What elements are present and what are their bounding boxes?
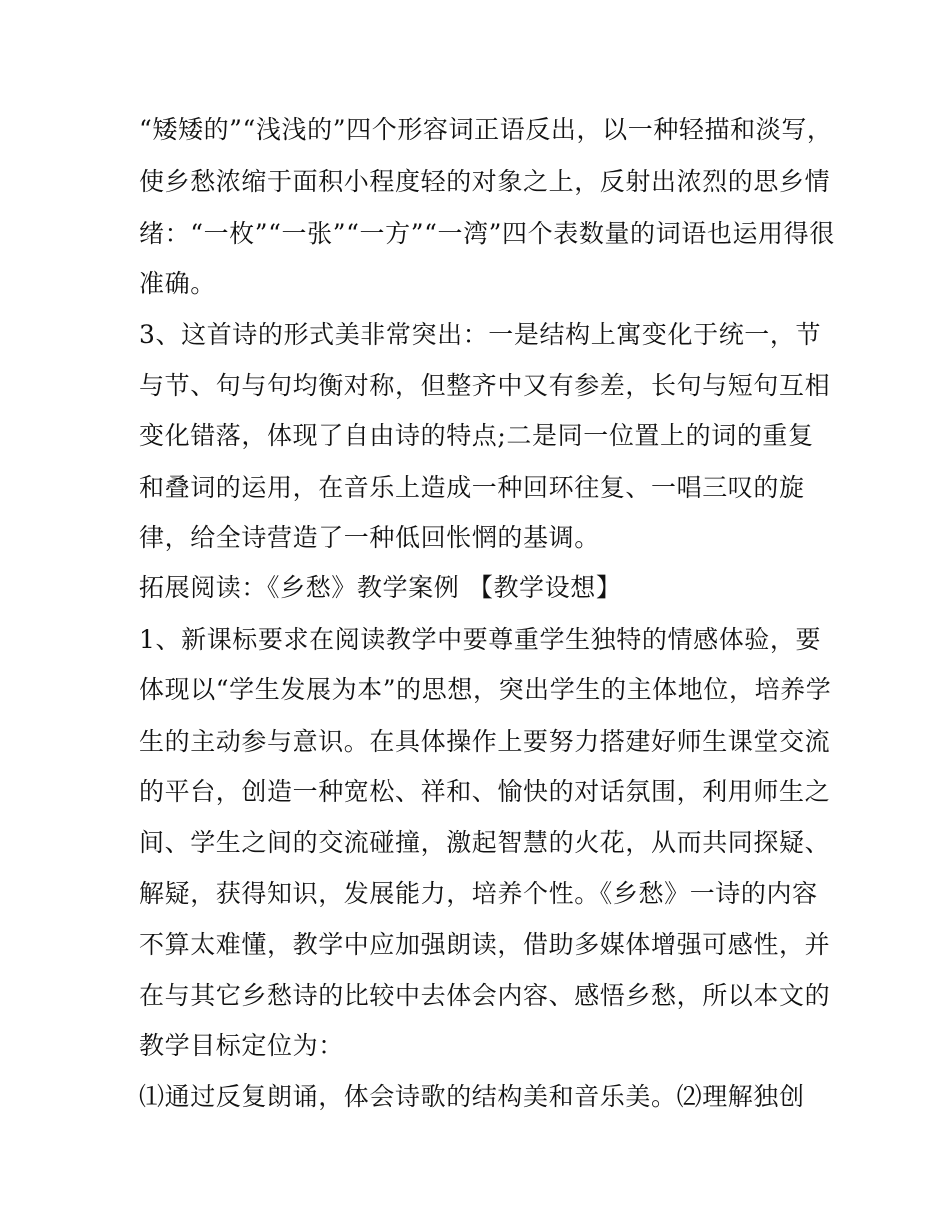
text-line: 绪：“一枚”“一张”“一方”“一湾”四个表数量的词语也运用得很 [139, 219, 835, 248]
text-line: 与节、句与句均衡对称，但整齐中又有参差，长句与短句互相 [139, 371, 831, 400]
text-line: 使乡愁浓缩于面积小程度轻的对象之上，反射出浓烈的思乡情 [139, 167, 831, 196]
section-heading: 拓展阅读：《乡愁》教学案例 【教学设想】 [139, 573, 622, 602]
text-line: 教学目标定位为： [139, 1031, 344, 1060]
text-line: 1、新课标要求在阅读教学中要尊重学生独特的情感体验，要 [139, 625, 822, 654]
text-line: 在与其它乡愁诗的比较中去体会内容、感悟乡愁，所以本文的 [139, 981, 831, 1010]
text-line: “矮矮的”“浅浅的”四个形容词正语反出，以一种轻描和淡写， [139, 115, 833, 144]
text-line: 生的主动参与意识。在具体操作上要努力搭建好师生课堂交流 [139, 727, 831, 756]
text-line: 间、学生之间的交流碰撞，激起智慧的火花，从而共同探疑、 [139, 828, 831, 857]
text-line: 的平台，创造一种宽松、祥和、愉快的对话氛围，利用师生之 [139, 777, 831, 806]
text-line: 解疑，获得知识，发展能力，培养个性。《乡愁》一诗的内容 [139, 879, 818, 908]
text-line: 准确。 [139, 269, 216, 298]
text-line: 3、这首诗的形式美非常突出：一是结构上寓变化于统一，节 [139, 320, 822, 349]
text-line: ⑴通过反复朗诵，体会诗歌的结构美和音乐美。⑵理解独创 [139, 1082, 805, 1111]
text-line: 律，给全诗营造了一种低回怅惘的基调。 [139, 523, 600, 552]
text-line: 和叠词的运用，在音乐上造成一种回环往复、一唱三叹的旋 [139, 473, 805, 502]
text-line: 变化错落，体现了自由诗的特点;二是同一位置上的词的重复 [139, 421, 814, 450]
text-line: 体现以“学生发展为本”的思想，突出学生的主体地位，培养学 [139, 675, 832, 704]
text-line: 不算太难懂，教学中应加强朗读，借助多媒体增强可感性，并 [139, 930, 831, 959]
